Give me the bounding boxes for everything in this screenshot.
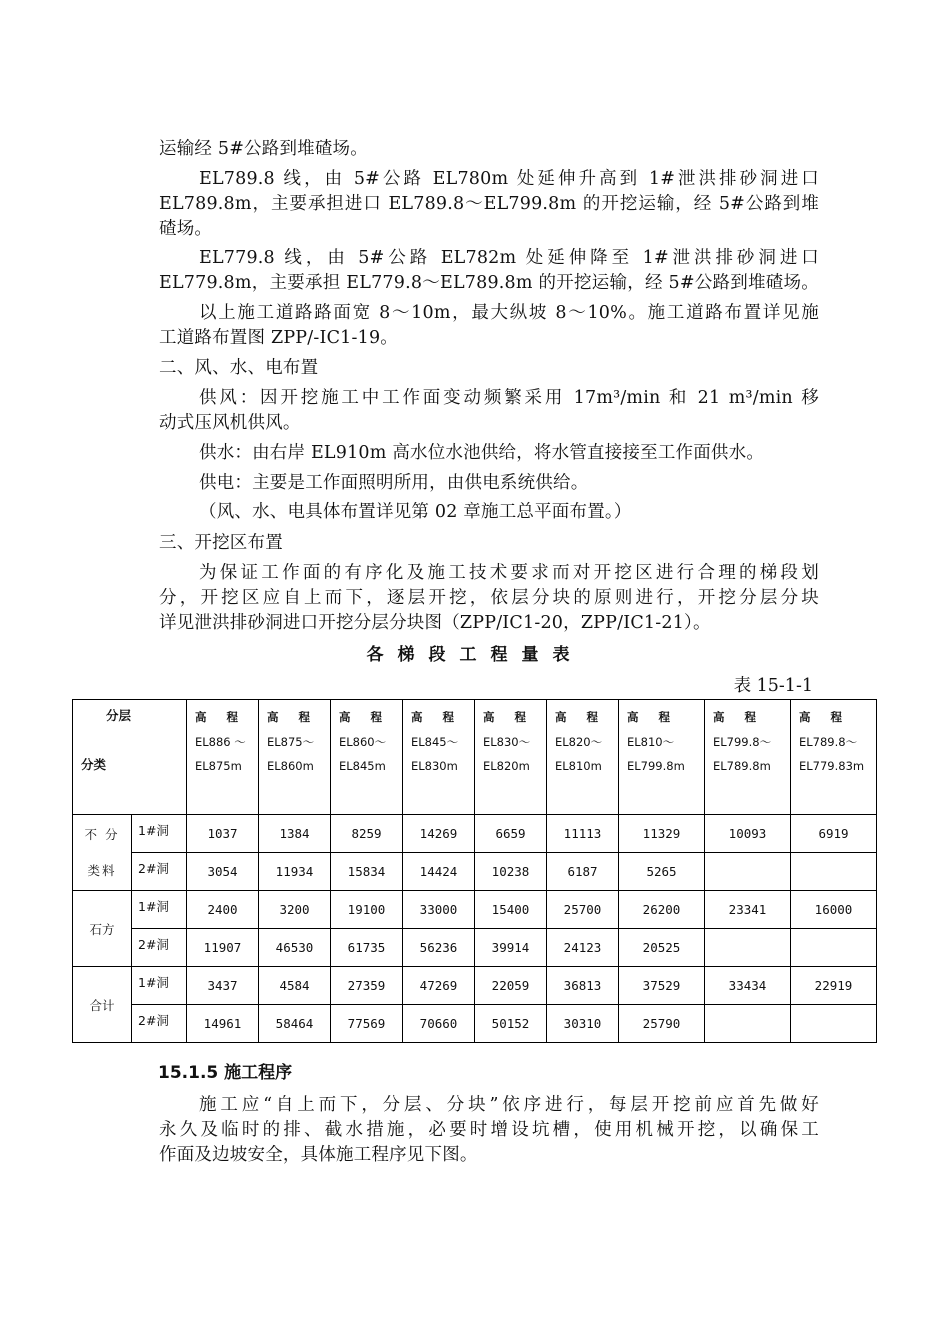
- table-cell: 27359: [331, 967, 403, 1005]
- quantity-table: [72, 699, 877, 1043]
- table-cell: 25790: [619, 1005, 705, 1043]
- table-cell: 1037: [187, 815, 259, 853]
- table-cell: [791, 1005, 877, 1043]
- table-cell: 11329: [619, 815, 705, 853]
- category-cell: 不 分 类料: [73, 815, 132, 891]
- table-cell: 22059: [475, 967, 547, 1005]
- paragraph-line: 为保证工作面的有序化及施工技术要求而对开挖区进行合理的梯段划: [199, 563, 819, 583]
- table-cell: 77569: [331, 1005, 403, 1043]
- corner-category-label: 分类: [81, 757, 107, 772]
- column-header: 高 程 EL830～ EL820m: [475, 700, 547, 815]
- table-cell: 46530: [259, 929, 331, 967]
- paragraph-line: EL779.8m，主要承担 EL779.8～EL789.8m 的开挖运输，经 5#公路到堆碴场。: [159, 273, 819, 293]
- table-cell: 6659: [475, 815, 547, 853]
- table-cell: 22919: [791, 967, 877, 1005]
- table-cell: 30310: [547, 1005, 619, 1043]
- table-cell: 15834: [331, 853, 403, 891]
- table-cell: 39914: [475, 929, 547, 967]
- paragraph-line: 运输经 5#公路到堆碴场。: [159, 139, 368, 159]
- category-cell: 合计: [73, 967, 132, 1043]
- paragraph-line: （风、水、电具体布置详见第 02 章施工总平面布置。）: [199, 502, 632, 522]
- table-cell: 10093: [705, 815, 791, 853]
- table-cell: [705, 929, 791, 967]
- table-cell: 3054: [187, 853, 259, 891]
- table-cell: 23341: [705, 891, 791, 929]
- column-header: 高 程 EL886 ～ EL875m: [187, 700, 259, 815]
- table-cell: [791, 929, 877, 967]
- section-heading: 二、风、水、电布置: [159, 358, 319, 378]
- paragraph-line: EL789.8 线，由 5#公路 EL780m 处延伸升高到 1#泄洪排砂洞进口: [199, 169, 819, 189]
- hole-label: 2#洞: [132, 1005, 187, 1043]
- category-cell: 石方: [73, 891, 132, 967]
- paragraph-line: 详见泄洪排砂洞进口开挖分层分块图（ZPP/IC1-20，ZPP/IC1-21）。: [159, 613, 711, 633]
- table-row: [73, 929, 877, 967]
- table-cell: 33434: [705, 967, 791, 1005]
- column-header: 高 程 EL810～ EL799.8m: [619, 700, 705, 815]
- paragraph-line: 分，开挖区应自上而下，逐层开挖，依层分块的原则进行，开挖分层分块: [159, 588, 819, 608]
- table-cell: [705, 853, 791, 891]
- paragraph-line: EL789.8m，主要承担进口 EL789.8～EL799.8m 的开挖运输，经 5#公路到堆: [159, 194, 819, 214]
- paragraph-line: 工道路布置图 ZPP/-IC1-19。: [159, 328, 398, 348]
- table-cell: 14269: [403, 815, 475, 853]
- paragraph-line: 供水：由右岸 EL910m 高水位水池供给，将水管直接接至工作面供水。: [199, 443, 765, 463]
- table-cell: 11934: [259, 853, 331, 891]
- table-cell: 10238: [475, 853, 547, 891]
- table-cell: [705, 1005, 791, 1043]
- paragraph-line: 永久及临时的排、截水措施，必要时增设坑槽，使用机械开挖，以确保工: [159, 1120, 819, 1140]
- table-cell: [791, 853, 877, 891]
- table-header-row: [73, 700, 877, 815]
- table-cell: 50152: [475, 1005, 547, 1043]
- table-cell: 37529: [619, 967, 705, 1005]
- table-row: [73, 853, 877, 891]
- table-cell: 20525: [619, 929, 705, 967]
- table-cell: 6919: [791, 815, 877, 853]
- paragraph-line: 动式压风机供风。: [159, 413, 301, 433]
- table-cell: 3437: [187, 967, 259, 1005]
- table-cell: 56236: [403, 929, 475, 967]
- table-cell: 11113: [547, 815, 619, 853]
- table-cell: 19100: [331, 891, 403, 929]
- section-heading: 三、开挖区布置: [159, 533, 283, 553]
- table-cell: 33000: [403, 891, 475, 929]
- table-cell: 61735: [331, 929, 403, 967]
- table-cell: 14961: [187, 1005, 259, 1043]
- table-cell: 24123: [547, 929, 619, 967]
- table-cell: 6187: [547, 853, 619, 891]
- paragraph-line: 供电：主要是工作面照明所用，由供电系统供给。: [199, 473, 589, 493]
- table-row: [73, 1005, 877, 1043]
- table-cell: 47269: [403, 967, 475, 1005]
- table-cell: 15400: [475, 891, 547, 929]
- column-header: 高 程 EL789.8～ EL779.83m: [791, 700, 877, 815]
- table-cell: 5265: [619, 853, 705, 891]
- table-cell: 25700: [547, 891, 619, 929]
- paragraph-line: 施工应“自上而下，分层、分块”依序进行，每层开挖前应首先做好: [199, 1095, 819, 1115]
- hole-label: 1#洞: [132, 815, 187, 853]
- table-cell: 4584: [259, 967, 331, 1005]
- table-cell: 26200: [619, 891, 705, 929]
- table-cell: 16000: [791, 891, 877, 929]
- column-header: 高 程 EL820～ EL810m: [547, 700, 619, 815]
- section-heading: 15.1.5 施工程序: [158, 1063, 293, 1083]
- hole-label: 2#洞: [132, 853, 187, 891]
- paragraph-line: 碴场。: [159, 219, 213, 239]
- column-header: 高 程 EL845～ EL830m: [403, 700, 475, 815]
- table-cell: 3200: [259, 891, 331, 929]
- table-row: [73, 815, 877, 853]
- hole-label: 2#洞: [132, 929, 187, 967]
- table-cell: 1384: [259, 815, 331, 853]
- table-number: 表 15-1-1: [733, 676, 813, 696]
- table-cell: 11907: [187, 929, 259, 967]
- paragraph-line: 以上施工道路路面宽 8～10m，最大纵坡 8～10%。施工道路布置详见施: [199, 303, 819, 323]
- table-corner-cell: [73, 700, 187, 815]
- hole-label: 1#洞: [132, 891, 187, 929]
- corner-layer-label: 分层: [106, 708, 132, 723]
- table-cell: 14424: [403, 853, 475, 891]
- table-cell: 36813: [547, 967, 619, 1005]
- paragraph-line: 作面及边坡安全，具体施工程序见下图。: [159, 1145, 478, 1165]
- paragraph-line: EL779.8 线，由 5#公路 EL782m 处延伸降至 1#泄洪排砂洞进口: [199, 248, 819, 268]
- column-header: 高 程 EL860～ EL845m: [331, 700, 403, 815]
- table-cell: 58464: [259, 1005, 331, 1043]
- hole-label: 1#洞: [132, 967, 187, 1005]
- table-cell: 2400: [187, 891, 259, 929]
- table-row: [73, 891, 877, 929]
- column-header: 高 程 EL875～ EL860m: [259, 700, 331, 815]
- table-cell: 70660: [403, 1005, 475, 1043]
- column-header: 高 程 EL799.8～ EL789.8m: [705, 700, 791, 815]
- table-cell: 8259: [331, 815, 403, 853]
- table-row: [73, 967, 877, 1005]
- table-title: 各梯段工程量表: [366, 645, 584, 665]
- paragraph-line: 供风：因开挖施工中工作面变动频繁采用 17m³/min 和 21 m³/min 移: [199, 388, 819, 408]
